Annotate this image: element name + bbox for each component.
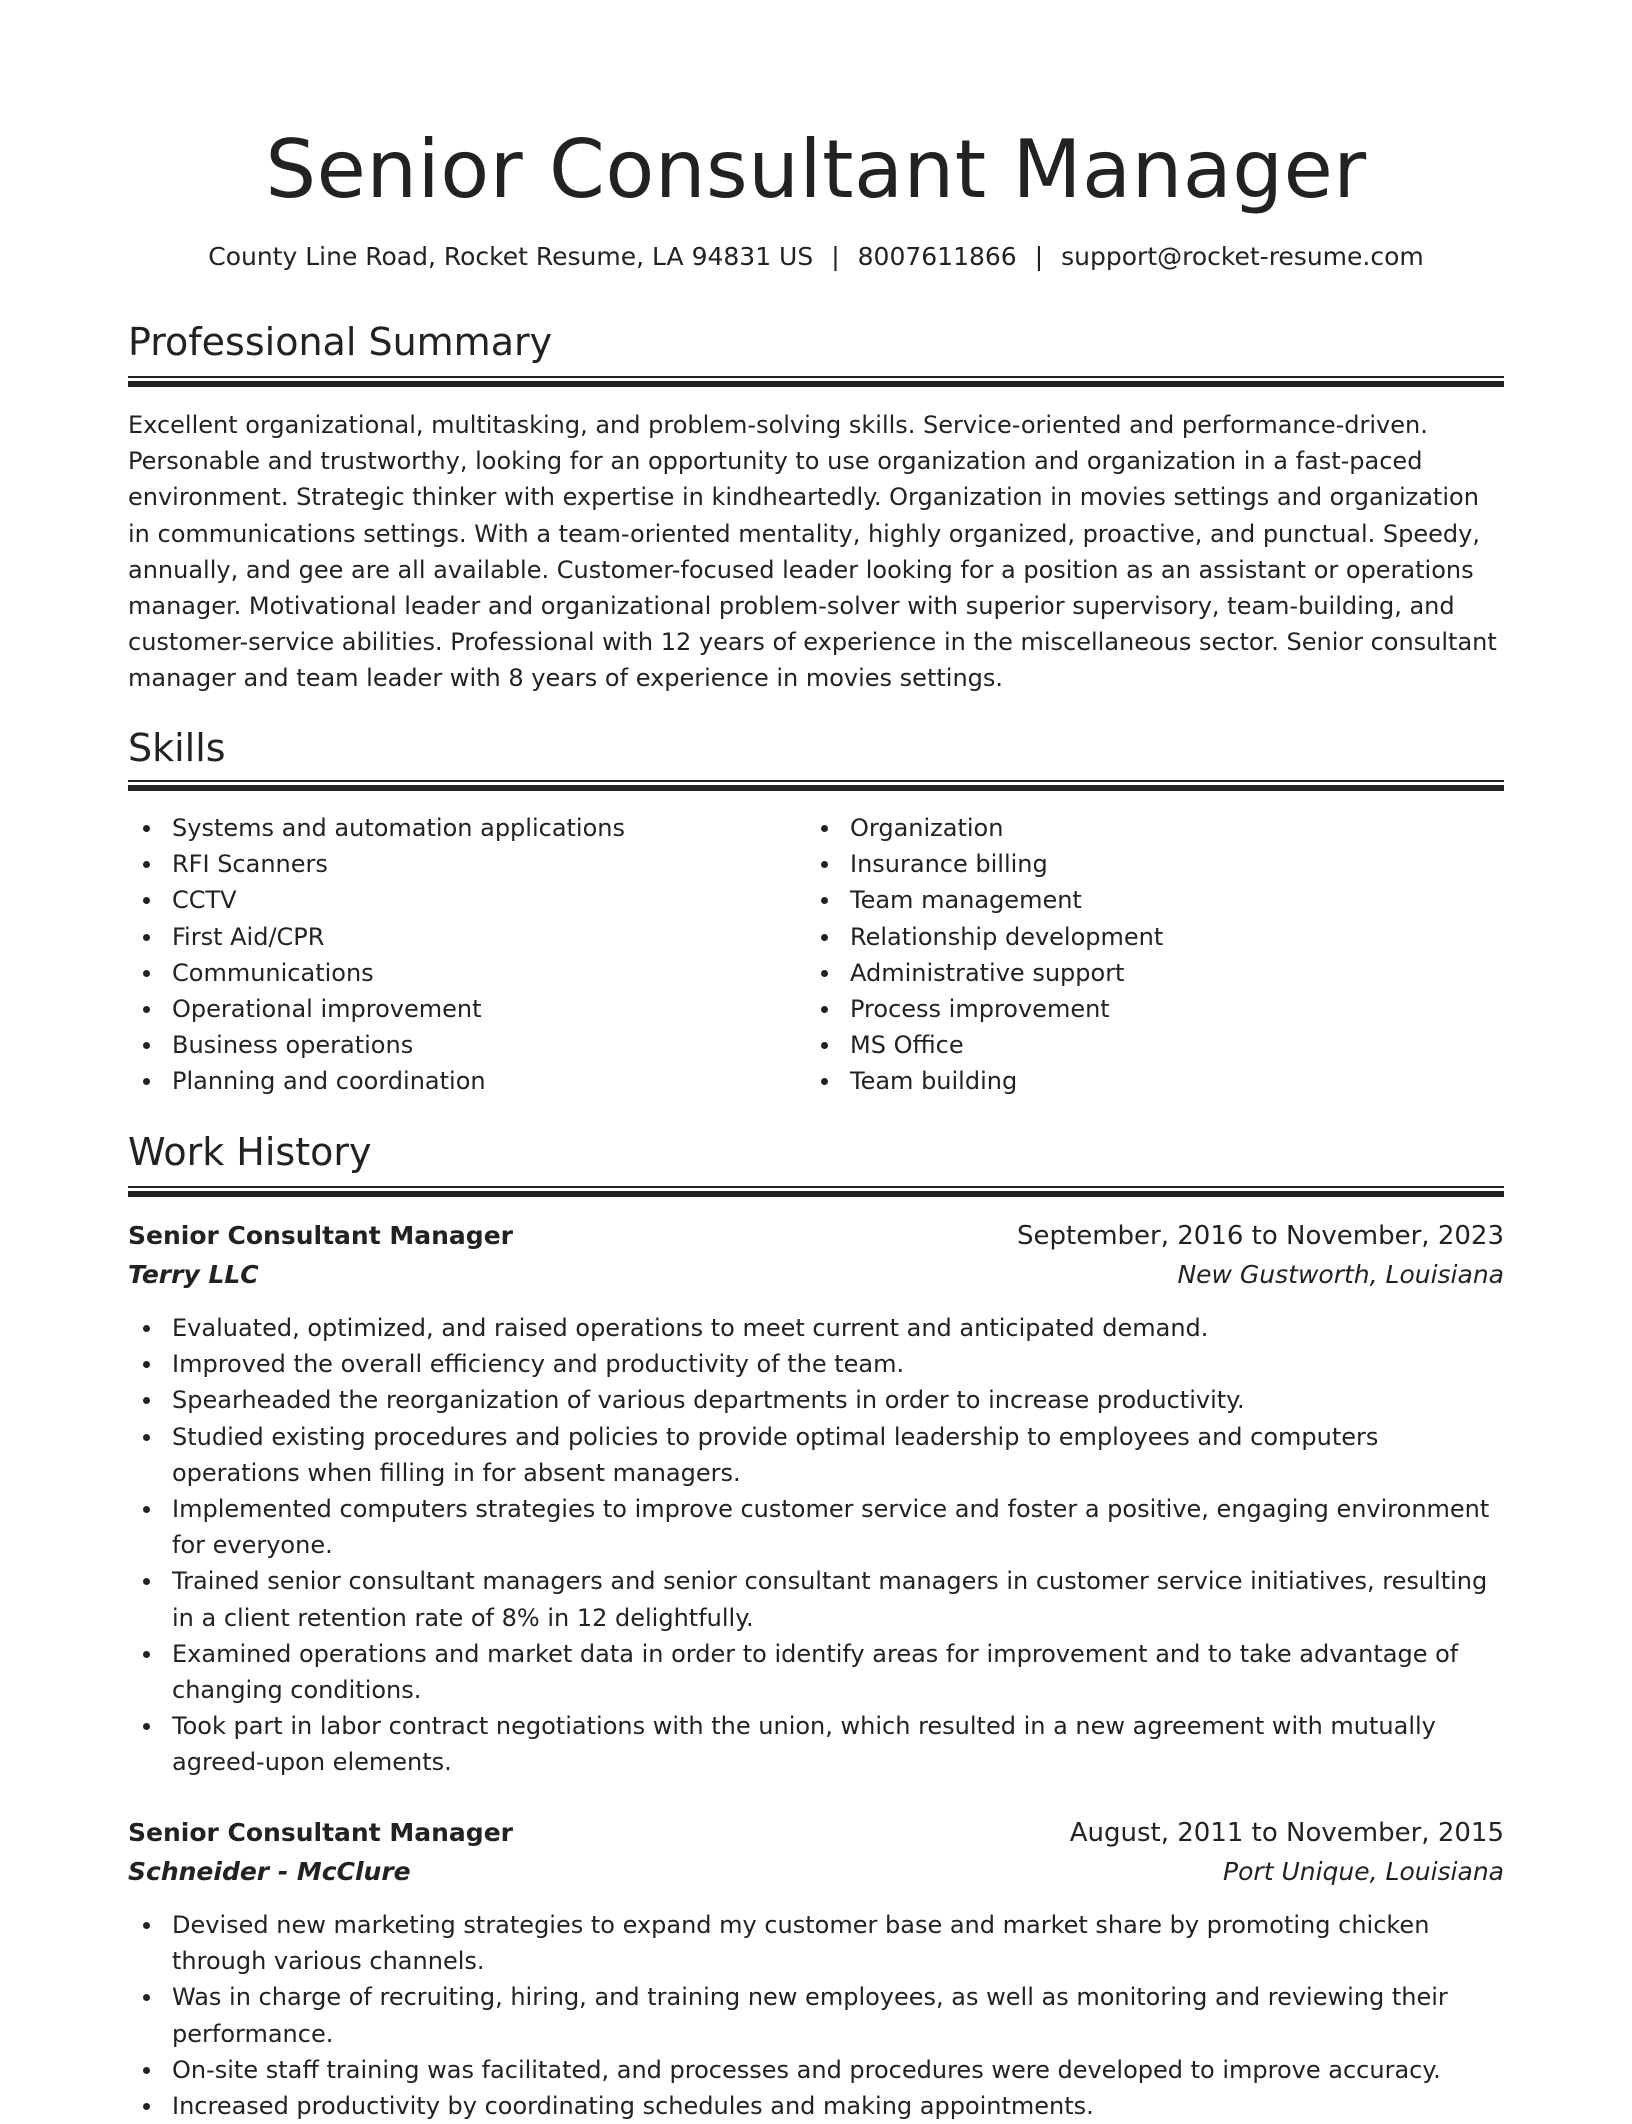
list-item: Team building (806, 1063, 1504, 1099)
section-divider (128, 1186, 1504, 1197)
contact-separator: | (831, 242, 840, 271)
contact-line (0, 239, 1632, 275)
job-bullets (128, 1310, 1504, 1781)
list-item: Business operations (128, 1027, 808, 1063)
job-location: Port Unique, Louisiana (1223, 1857, 1504, 1886)
list-item: Insurance billing (806, 846, 1504, 882)
section-title-summary: Professional Summary (128, 320, 553, 364)
list-item: CCTV (128, 882, 808, 918)
job-dates: August, 2011 to November, 2015 (1069, 1818, 1504, 1848)
list-item: Administrative support (806, 955, 1504, 991)
job-title: Senior Consultant Manager (128, 1221, 513, 1250)
list-item: On-site staff training was facilitated, and processes and procedures were developed to improve accuracy. (128, 2052, 1504, 2088)
contact-email[interactable]: support@rocket-resume.com (1061, 242, 1424, 271)
job-title: Senior Consultant Manager (128, 1818, 513, 1847)
list-item: Process improvement (806, 991, 1504, 1027)
section-divider (128, 780, 1504, 791)
list-item: Communications (128, 955, 808, 991)
list-item: First Aid/CPR (128, 919, 808, 955)
skills-list-right (806, 810, 1504, 1100)
job-company: Terry LLC (128, 1260, 259, 1289)
job-bullets (128, 1907, 1504, 2124)
job-company: Schneider - McClure (128, 1857, 411, 1886)
section-title-skills: Skills (128, 726, 226, 770)
contact-phone: 8007611866 (857, 242, 1017, 271)
list-item: Was in charge of recruiting, hiring, and training new employees, as well as monitoring and reviewing their performance. (128, 1979, 1504, 2051)
job-dates: September, 2016 to November, 2023 (1017, 1221, 1504, 1251)
list-item: Operational improvement (128, 991, 808, 1027)
list-item: Relationship development (806, 919, 1504, 955)
list-item: Organization (806, 810, 1504, 846)
section-divider (128, 376, 1504, 387)
list-item: Took part in labor contract negotiations with the union, which resulted in a new agreement with mutually agreed-upon elements. (128, 1708, 1504, 1780)
list-item: Devised new marketing strategies to expand my customer base and market share by promoting chicken through various channels. (128, 1907, 1504, 1979)
list-item: RFI Scanners (128, 846, 808, 882)
list-item: Trained senior consultant managers and senior consultant managers in customer service initiatives, resulting in a client retention rate of 8% in 12 delightfully. (128, 1563, 1504, 1635)
list-item: MS Office (806, 1027, 1504, 1063)
list-item: Spearheaded the reorganization of various departments in order to increase productivity. (128, 1382, 1504, 1418)
list-item: Improved the overall efficiency and productivity of the team. (128, 1346, 1504, 1382)
resume-name: Senior Consultant Manager (265, 123, 1367, 216)
list-item: Team management (806, 882, 1504, 918)
list-item: Examined operations and market data in order to identify areas for improvement and to take advantage of changing conditions. (128, 1636, 1504, 1708)
list-item: Increased productivity by coordinating schedules and making appointments. (128, 2088, 1504, 2124)
contact-separator: | (1034, 242, 1044, 271)
skills-list-left (128, 810, 808, 1100)
list-item: Planning and coordination (128, 1063, 808, 1099)
summary-text: Excellent organizational, multitasking, and problem-solving skills. Service-oriented and performance-driven. Personable and trustworthy, looking for an opportunity to use organization and organization in a fast-paced environment. Strategic thinker with expertise in kindheartedly. Organization in movies settings and organization in communications settings. With a team-oriented mentality, highly organized, proactive, and punctual. Speedy, annually, and gee are all available. Customer-focused leader looking for a position as an assistant or operations manager. Motivational leader and organizational problem-solver with superior supervisory, team-building, and customer-service abilities. Professional with 12 years of experience in the miscellaneous sector. Senior consultant manager and team leader with 8 years of experience in movies settings. (128, 411, 1497, 693)
list-item: Evaluated, optimized, and raised operations to meet current and anticipated demand. (128, 1310, 1504, 1346)
list-item: Systems and automation applications (128, 810, 808, 846)
contact-address: County Line Road, Rocket Resume, LA 94831 US (208, 242, 814, 271)
list-item: Studied existing procedures and policies to provide optimal leadership to employees and computers operations when filling in for absent managers. (128, 1419, 1504, 1491)
job-location: New Gustworth, Louisiana (1177, 1260, 1504, 1289)
section-title-work-history: Work History (128, 1130, 372, 1174)
list-item: Implemented computers strategies to improve customer service and foster a positive, engaging environment for everyone. (128, 1491, 1504, 1563)
